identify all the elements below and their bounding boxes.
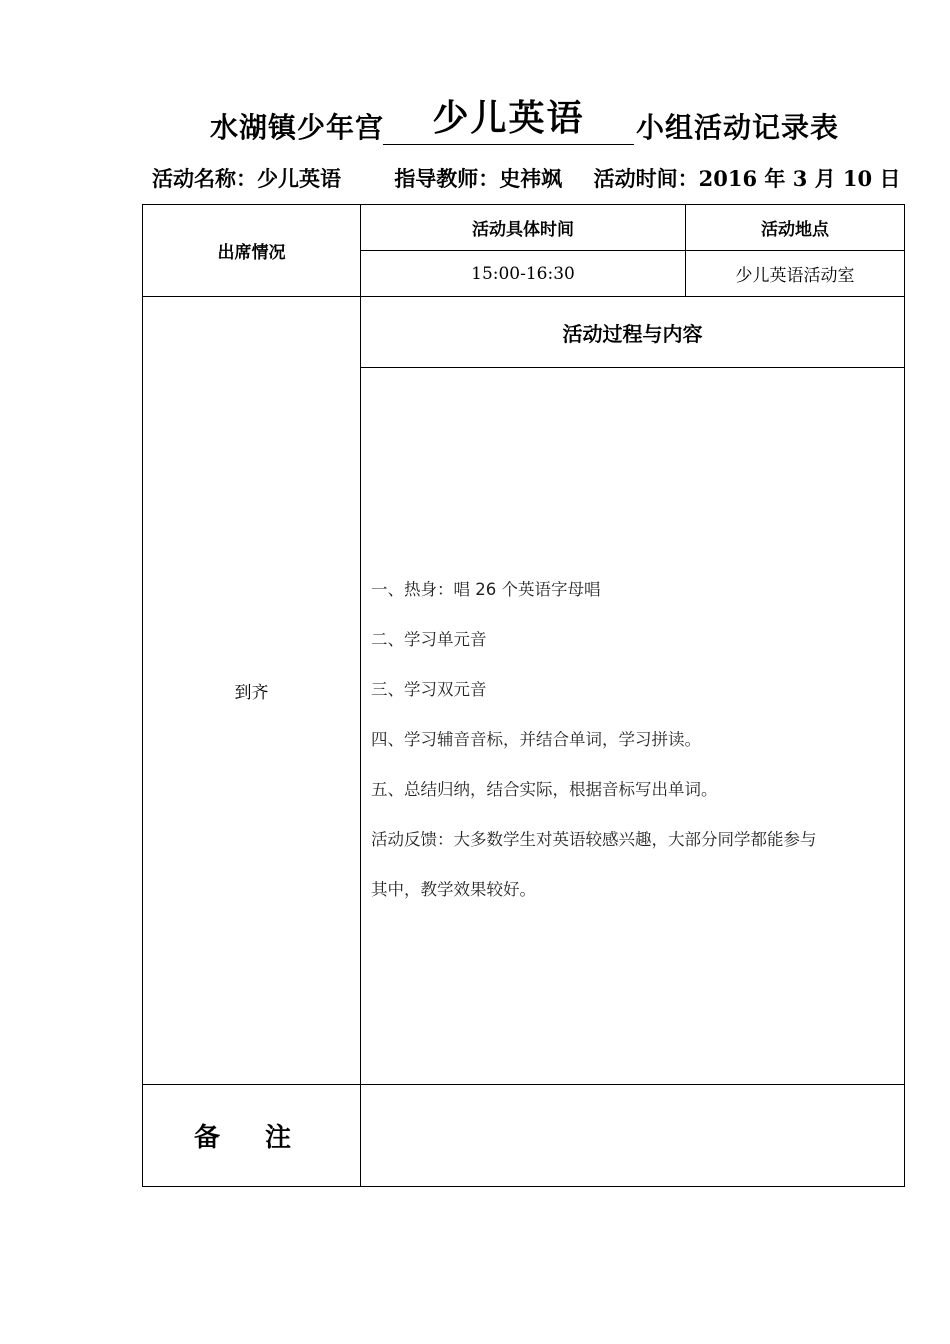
time-value: 15:00-16:30 — [361, 251, 686, 297]
content-line: 一、热身：唱 26 个英语字母唱 — [371, 580, 601, 599]
content-line: 五、总结归纳，结合实际，根据音标写出单词。 — [371, 780, 718, 799]
content-line: 四、学习辅音音标，并结合单词，学习拼读。 — [371, 730, 701, 749]
title-prefix: 水湖镇少年宫 — [210, 111, 385, 144]
place-header: 活动地点 — [686, 205, 905, 251]
title-suffix: 小组活动记录表 — [636, 111, 840, 144]
time-header: 活动具体时间 — [361, 205, 686, 251]
title-group-name-field — [383, 88, 634, 145]
process-content-list — [361, 368, 904, 915]
place-value: 少儿英语活动室 — [686, 251, 905, 297]
document-title — [0, 88, 950, 152]
info-row — [152, 163, 900, 193]
content-line: 其中，教学效果较好。 — [371, 880, 536, 899]
remark-label: 备 注 — [193, 1123, 310, 1153]
content-line: 三、学习双元音 — [371, 680, 487, 699]
process-header: 活动过程与内容 — [361, 297, 905, 368]
title-group-name: 少儿英语 — [432, 97, 585, 139]
remark-value — [361, 1085, 905, 1187]
record-table — [142, 204, 905, 1187]
teacher-name: 指导教师：史祎飒 — [394, 166, 563, 191]
process-content-cell — [361, 368, 905, 1085]
activity-name: 活动名称：少儿英语 — [152, 166, 341, 191]
content-line: 活动反馈：大多数学生对英语较感兴趣，大部分同学都能参与 — [371, 830, 817, 849]
activity-time: 活动时间：2016 年 3 月 10 日 — [593, 166, 901, 191]
attendance-value: 到齐 — [143, 297, 361, 1085]
attendance-header: 出席情况 — [143, 205, 361, 297]
remark-label-cell — [143, 1085, 361, 1187]
content-line: 二、学习单元音 — [371, 630, 487, 649]
